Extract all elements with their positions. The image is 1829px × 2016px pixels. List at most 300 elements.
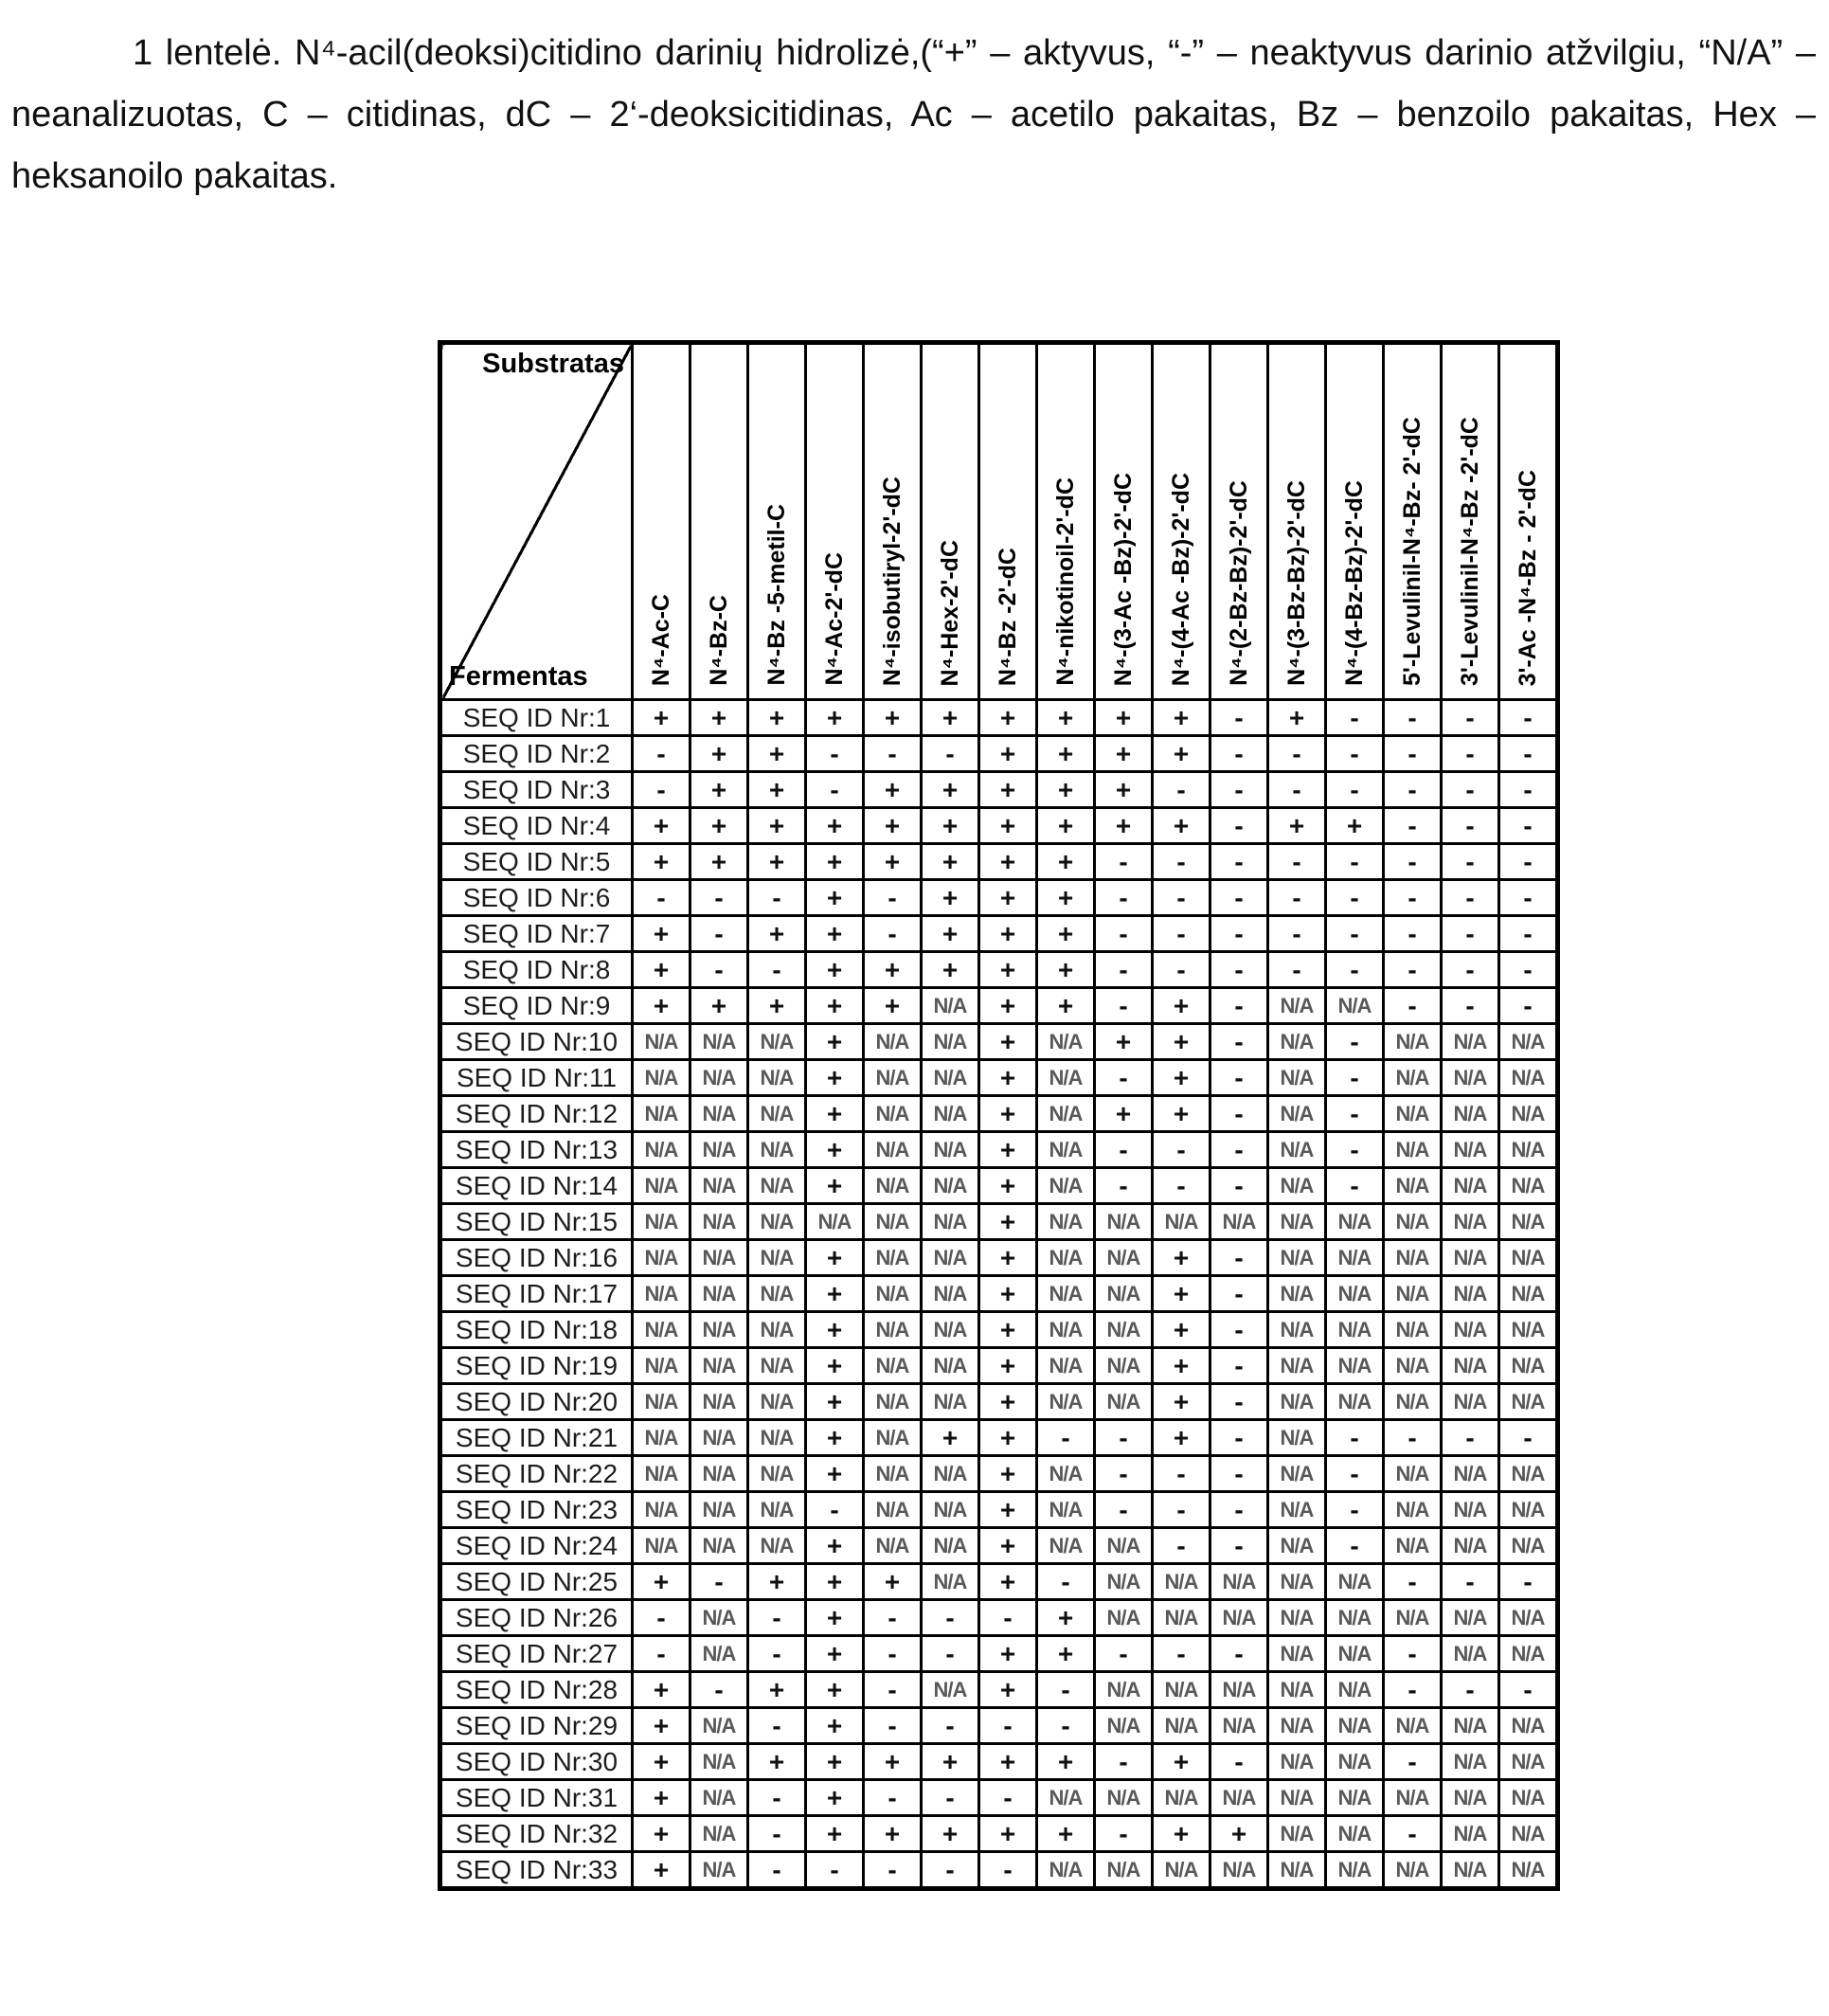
row-label: SEQ ID Nr:3: [440, 772, 633, 808]
result-cell: N/A: [864, 1384, 922, 1420]
result-cell: +: [979, 1240, 1037, 1276]
result-cell: +: [1037, 736, 1095, 772]
header-row: [440, 343, 1558, 700]
result-cell: N/A: [1442, 1456, 1499, 1492]
result-cell: +: [748, 736, 806, 772]
result-cell: N/A: [1037, 1456, 1095, 1492]
result-cell: N/A: [1326, 1636, 1384, 1672]
result-cell: -: [1499, 952, 1558, 988]
row-label: SEQ ID Nr:8: [440, 952, 633, 988]
result-cell: -: [1153, 1492, 1210, 1528]
row-label: SEQ ID Nr:24: [440, 1528, 633, 1564]
result-cell: -: [1095, 1420, 1153, 1456]
result-cell: -: [748, 1852, 806, 1889]
result-cell: N/A: [1442, 1852, 1499, 1889]
result-cell: N/A: [748, 1492, 806, 1528]
result-cell: -: [1153, 1528, 1210, 1564]
result-cell: +: [1153, 1816, 1210, 1852]
result-cell: +: [806, 1096, 864, 1132]
result-cell: +: [1153, 1420, 1210, 1456]
result-cell: +: [979, 1060, 1037, 1096]
row-label: SEQ ID Nr:31: [440, 1780, 633, 1816]
result-cell: -: [1442, 844, 1499, 880]
result-cell: -: [1442, 772, 1499, 808]
result-cell: -: [1384, 1420, 1442, 1456]
result-cell: N/A: [1326, 1312, 1384, 1348]
result-cell: N/A: [690, 1384, 748, 1420]
result-cell: +: [806, 1744, 864, 1780]
result-cell: N/A: [1268, 1780, 1326, 1816]
result-cell: N/A: [922, 1528, 979, 1564]
result-cell: N/A: [1268, 1060, 1326, 1096]
result-cell: -: [1499, 988, 1558, 1024]
result-cell: +: [806, 808, 864, 844]
column-header-7: [979, 343, 1037, 700]
table-row: [440, 1276, 1558, 1312]
result-cell: N/A: [690, 1492, 748, 1528]
column-header-label: 3'-Levulinil-N⁴-Bz -2'-dC: [1456, 417, 1483, 686]
result-cell: +: [922, 1744, 979, 1780]
result-cell: -: [1210, 1096, 1268, 1132]
result-cell: -: [1499, 916, 1558, 952]
result-cell: +: [806, 1420, 864, 1456]
result-cell: -: [864, 1852, 922, 1889]
result-cell: +: [922, 880, 979, 916]
result-cell: -: [1442, 700, 1499, 736]
result-cell: N/A: [1268, 1636, 1326, 1672]
result-cell: N/A: [690, 1420, 748, 1456]
result-cell: N/A: [1384, 1060, 1442, 1096]
result-cell: +: [748, 988, 806, 1024]
result-cell: -: [1210, 1420, 1268, 1456]
result-cell: +: [979, 880, 1037, 916]
result-cell: N/A: [690, 1312, 748, 1348]
result-cell: -: [864, 1708, 922, 1744]
result-cell: +: [1326, 808, 1384, 844]
result-cell: +: [690, 988, 748, 1024]
result-cell: N/A: [1442, 1528, 1499, 1564]
result-cell: N/A: [1095, 1348, 1153, 1384]
result-cell: +: [806, 1672, 864, 1708]
result-cell: N/A: [633, 1276, 690, 1312]
row-label: SEQ ID Nr:16: [440, 1240, 633, 1276]
result-cell: -: [979, 1708, 1037, 1744]
result-cell: N/A: [748, 1204, 806, 1240]
result-cell: +: [633, 988, 690, 1024]
result-cell: +: [979, 1564, 1037, 1600]
result-cell: N/A: [1499, 1024, 1558, 1060]
result-cell: N/A: [633, 1096, 690, 1132]
result-cell: N/A: [748, 1420, 806, 1456]
result-cell: N/A: [1326, 1852, 1384, 1889]
result-cell: -: [1442, 952, 1499, 988]
result-cell: N/A: [1153, 1708, 1210, 1744]
column-header-label: N⁴-nikotinoil-2'-dC: [1051, 477, 1079, 686]
result-cell: +: [806, 1132, 864, 1168]
table-row: [440, 1672, 1558, 1708]
result-cell: N/A: [864, 1456, 922, 1492]
result-cell: N/A: [1384, 1024, 1442, 1060]
result-cell: +: [1037, 1600, 1095, 1636]
result-cell: +: [979, 736, 1037, 772]
result-cell: N/A: [633, 1492, 690, 1528]
result-cell: N/A: [1153, 1600, 1210, 1636]
result-cell: +: [633, 700, 690, 736]
result-cell: +: [979, 1276, 1037, 1312]
corner-cell: [440, 343, 633, 700]
row-label: SEQ ID Nr:7: [440, 916, 633, 952]
result-cell: N/A: [1442, 1708, 1499, 1744]
column-header-3: [748, 343, 806, 700]
result-cell: +: [806, 880, 864, 916]
result-cell: +: [1153, 1348, 1210, 1384]
result-cell: +: [748, 1744, 806, 1780]
result-cell: N/A: [1326, 988, 1384, 1024]
result-cell: N/A: [1326, 1708, 1384, 1744]
table-row: [440, 844, 1558, 880]
column-header-13: [1326, 343, 1384, 700]
result-cell: +: [748, 844, 806, 880]
column-header-4: [806, 343, 864, 700]
result-cell: N/A: [690, 1780, 748, 1816]
result-cell: -: [864, 1672, 922, 1708]
result-cell: -: [633, 772, 690, 808]
result-cell: N/A: [1037, 1312, 1095, 1348]
result-cell: -: [1326, 1132, 1384, 1168]
result-cell: N/A: [690, 1024, 748, 1060]
result-cell: +: [806, 988, 864, 1024]
result-cell: -: [1153, 880, 1210, 916]
result-cell: -: [1210, 1060, 1268, 1096]
result-cell: +: [1153, 988, 1210, 1024]
result-cell: N/A: [1326, 1564, 1384, 1600]
result-cell: -: [864, 1636, 922, 1672]
result-cell: N/A: [1268, 1096, 1326, 1132]
result-cell: +: [864, 1816, 922, 1852]
result-cell: -: [1442, 916, 1499, 952]
result-cell: N/A: [1268, 1708, 1326, 1744]
result-cell: -: [1384, 880, 1442, 916]
result-cell: -: [1326, 772, 1384, 808]
result-cell: N/A: [1384, 1708, 1442, 1744]
result-cell: N/A: [633, 1384, 690, 1420]
result-cell: +: [1095, 736, 1153, 772]
column-header-14: [1384, 343, 1442, 700]
result-cell: +: [1095, 808, 1153, 844]
result-cell: -: [1326, 1492, 1384, 1528]
result-cell: N/A: [1095, 1852, 1153, 1889]
result-cell: +: [1037, 1636, 1095, 1672]
result-cell: -: [1326, 1168, 1384, 1204]
result-cell: +: [806, 1780, 864, 1816]
result-cell: N/A: [922, 1240, 979, 1276]
column-header-label: N⁴-Bz -2'-dC: [994, 547, 1021, 686]
result-cell: -: [748, 952, 806, 988]
result-cell: -: [1442, 1564, 1499, 1600]
table-row: [440, 1528, 1558, 1564]
table-row: [440, 1312, 1558, 1348]
row-label: SEQ ID Nr:33: [440, 1852, 633, 1889]
table-header: [440, 343, 1558, 700]
result-cell: N/A: [864, 1024, 922, 1060]
result-cell: N/A: [1326, 1276, 1384, 1312]
result-cell: +: [922, 844, 979, 880]
result-cell: N/A: [1442, 1276, 1499, 1312]
result-cell: +: [922, 952, 979, 988]
result-cell: -: [1210, 772, 1268, 808]
result-cell: N/A: [1499, 1240, 1558, 1276]
result-cell: +: [1153, 700, 1210, 736]
result-cell: N/A: [1442, 1096, 1499, 1132]
table-row: [440, 1780, 1558, 1816]
row-label: SEQ ID Nr:4: [440, 808, 633, 844]
row-label: SEQ ID Nr:26: [440, 1600, 633, 1636]
result-cell: -: [1095, 1636, 1153, 1672]
result-cell: N/A: [1095, 1672, 1153, 1708]
result-cell: N/A: [922, 1132, 979, 1168]
result-cell: +: [1153, 1240, 1210, 1276]
result-cell: N/A: [1499, 1348, 1558, 1384]
result-cell: -: [1210, 1024, 1268, 1060]
result-cell: +: [1037, 1816, 1095, 1852]
table-row: [440, 1204, 1558, 1240]
result-cell: -: [1095, 1132, 1153, 1168]
result-cell: +: [806, 1600, 864, 1636]
result-cell: N/A: [922, 1672, 979, 1708]
table-row: [440, 1744, 1558, 1780]
result-cell: N/A: [748, 1384, 806, 1420]
table-row: [440, 1564, 1558, 1600]
row-label: SEQ ID Nr:22: [440, 1456, 633, 1492]
result-cell: N/A: [922, 1060, 979, 1096]
result-cell: N/A: [1037, 1024, 1095, 1060]
row-label: SEQ ID Nr:9: [440, 988, 633, 1024]
row-label: SEQ ID Nr:2: [440, 736, 633, 772]
result-cell: N/A: [690, 1600, 748, 1636]
result-cell: -: [1095, 952, 1153, 988]
result-cell: N/A: [1095, 1240, 1153, 1276]
result-cell: -: [1268, 880, 1326, 916]
result-cell: -: [1210, 880, 1268, 916]
result-cell: -: [1499, 808, 1558, 844]
result-cell: -: [1210, 1276, 1268, 1312]
result-cell: N/A: [864, 1240, 922, 1276]
result-cell: -: [1326, 1528, 1384, 1564]
result-cell: -: [1384, 808, 1442, 844]
result-cell: N/A: [1268, 1168, 1326, 1204]
column-header-5: [864, 343, 922, 700]
result-cell: -: [1095, 1744, 1153, 1780]
result-cell: N/A: [864, 1276, 922, 1312]
result-cell: -: [1326, 916, 1384, 952]
row-label: SEQ ID Nr:19: [440, 1348, 633, 1384]
result-cell: +: [864, 952, 922, 988]
result-cell: N/A: [922, 1204, 979, 1240]
result-cell: N/A: [1268, 1456, 1326, 1492]
result-cell: +: [1037, 808, 1095, 844]
result-cell: +: [1268, 808, 1326, 844]
result-cell: -: [1384, 1564, 1442, 1600]
result-cell: N/A: [1384, 1096, 1442, 1132]
result-cell: N/A: [1326, 1672, 1384, 1708]
result-cell: +: [806, 1348, 864, 1384]
result-cell: +: [806, 1708, 864, 1744]
row-label: SEQ ID Nr:18: [440, 1312, 633, 1348]
result-cell: +: [690, 700, 748, 736]
result-cell: -: [1442, 880, 1499, 916]
result-cell: -: [1442, 988, 1499, 1024]
result-cell: N/A: [690, 1708, 748, 1744]
result-cell: +: [748, 1672, 806, 1708]
result-cell: -: [1210, 1348, 1268, 1384]
result-cell: -: [690, 880, 748, 916]
result-cell: +: [979, 808, 1037, 844]
result-cell: -: [1210, 1528, 1268, 1564]
result-cell: +: [1095, 1024, 1153, 1060]
result-cell: N/A: [1210, 1780, 1268, 1816]
result-cell: N/A: [1442, 1492, 1499, 1528]
result-cell: -: [1384, 700, 1442, 736]
result-cell: +: [633, 1780, 690, 1816]
result-cell: N/A: [1037, 1168, 1095, 1204]
result-cell: N/A: [1442, 1384, 1499, 1420]
result-cell: N/A: [1037, 1204, 1095, 1240]
result-cell: -: [1095, 1492, 1153, 1528]
result-cell: +: [806, 1312, 864, 1348]
result-cell: +: [922, 1816, 979, 1852]
result-cell: N/A: [690, 1456, 748, 1492]
result-cell: N/A: [633, 1060, 690, 1096]
row-label: SEQ ID Nr:12: [440, 1096, 633, 1132]
result-cell: N/A: [633, 1420, 690, 1456]
result-cell: +: [633, 1744, 690, 1780]
result-cell: -: [1210, 988, 1268, 1024]
table-row: [440, 952, 1558, 988]
column-header-label: N⁴-(4-Bz-Bz)-2'-dC: [1340, 480, 1368, 686]
result-cell: -: [1153, 772, 1210, 808]
result-cell: N/A: [1384, 1528, 1442, 1564]
result-cell: -: [922, 1708, 979, 1744]
result-cell: N/A: [1499, 1168, 1558, 1204]
result-cell: N/A: [864, 1312, 922, 1348]
column-header-label: N⁴-Ac-C: [647, 593, 674, 686]
result-cell: +: [864, 1744, 922, 1780]
result-cell: N/A: [1268, 1240, 1326, 1276]
result-cell: N/A: [1442, 1204, 1499, 1240]
result-cell: N/A: [1210, 1564, 1268, 1600]
result-cell: +: [633, 1708, 690, 1744]
substrate-axis-label: Substratas: [482, 349, 624, 379]
result-cell: N/A: [1384, 1456, 1442, 1492]
result-cell: +: [864, 988, 922, 1024]
result-cell: N/A: [1384, 1276, 1442, 1312]
result-cell: +: [690, 808, 748, 844]
result-cell: N/A: [1210, 1708, 1268, 1744]
result-cell: +: [1095, 1096, 1153, 1132]
result-cell: -: [690, 916, 748, 952]
result-cell: +: [633, 1672, 690, 1708]
result-cell: -: [748, 1708, 806, 1744]
result-cell: +: [806, 952, 864, 988]
result-cell: N/A: [1384, 1240, 1442, 1276]
result-cell: -: [864, 1600, 922, 1636]
result-cell: N/A: [1037, 1132, 1095, 1168]
result-cell: N/A: [1153, 1204, 1210, 1240]
result-cell: +: [979, 1420, 1037, 1456]
result-cell: +: [979, 1348, 1037, 1384]
result-cell: N/A: [1268, 1816, 1326, 1852]
result-cell: -: [748, 1600, 806, 1636]
result-cell: +: [806, 1060, 864, 1096]
result-cell: -: [1210, 844, 1268, 880]
result-cell: -: [633, 880, 690, 916]
result-cell: -: [1210, 1384, 1268, 1420]
result-cell: +: [806, 1384, 864, 1420]
result-cell: -: [1326, 1420, 1384, 1456]
result-cell: N/A: [1153, 1672, 1210, 1708]
table-row: [440, 700, 1558, 736]
result-cell: N/A: [1499, 1312, 1558, 1348]
result-cell: +: [1037, 952, 1095, 988]
result-cell: -: [1095, 844, 1153, 880]
result-cell: N/A: [1210, 1204, 1268, 1240]
column-header-16: [1499, 343, 1558, 700]
result-cell: N/A: [1442, 1168, 1499, 1204]
result-cell: N/A: [1499, 1636, 1558, 1672]
row-label: SEQ ID Nr:28: [440, 1672, 633, 1708]
result-cell: +: [806, 1240, 864, 1276]
result-cell: -: [1384, 916, 1442, 952]
result-cell: -: [864, 880, 922, 916]
result-cell: N/A: [1384, 1492, 1442, 1528]
table-row: [440, 1132, 1558, 1168]
result-cell: N/A: [690, 1132, 748, 1168]
column-header-label: N⁴-Bz -5-metil-C: [762, 504, 790, 686]
result-cell: N/A: [690, 1816, 748, 1852]
result-cell: N/A: [1268, 1420, 1326, 1456]
result-cell: N/A: [633, 1168, 690, 1204]
result-cell: -: [1153, 1456, 1210, 1492]
result-cell: +: [806, 1564, 864, 1600]
result-cell: -: [1442, 1672, 1499, 1708]
result-cell: N/A: [1095, 1564, 1153, 1600]
result-cell: N/A: [1326, 1348, 1384, 1384]
result-cell: -: [1095, 988, 1153, 1024]
result-cell: -: [1499, 736, 1558, 772]
result-cell: -: [1499, 1672, 1558, 1708]
result-cell: +: [806, 1276, 864, 1312]
result-cell: +: [690, 772, 748, 808]
column-header-label: N⁴-(2-Bz-Bz)-2'-dC: [1225, 480, 1252, 686]
result-cell: N/A: [1268, 1744, 1326, 1780]
result-cell: N/A: [1499, 1132, 1558, 1168]
result-cell: +: [1037, 988, 1095, 1024]
result-cell: N/A: [1326, 1744, 1384, 1780]
result-cell: +: [806, 916, 864, 952]
result-cell: N/A: [633, 1132, 690, 1168]
result-cell: -: [1384, 952, 1442, 988]
result-cell: -: [748, 1636, 806, 1672]
result-cell: +: [922, 772, 979, 808]
result-cell: N/A: [1499, 1816, 1558, 1852]
result-cell: -: [1326, 1060, 1384, 1096]
result-cell: N/A: [1095, 1384, 1153, 1420]
result-cell: -: [1210, 1744, 1268, 1780]
result-cell: -: [690, 1672, 748, 1708]
result-cell: N/A: [1153, 1564, 1210, 1600]
result-cell: +: [864, 772, 922, 808]
result-cell: +: [864, 700, 922, 736]
